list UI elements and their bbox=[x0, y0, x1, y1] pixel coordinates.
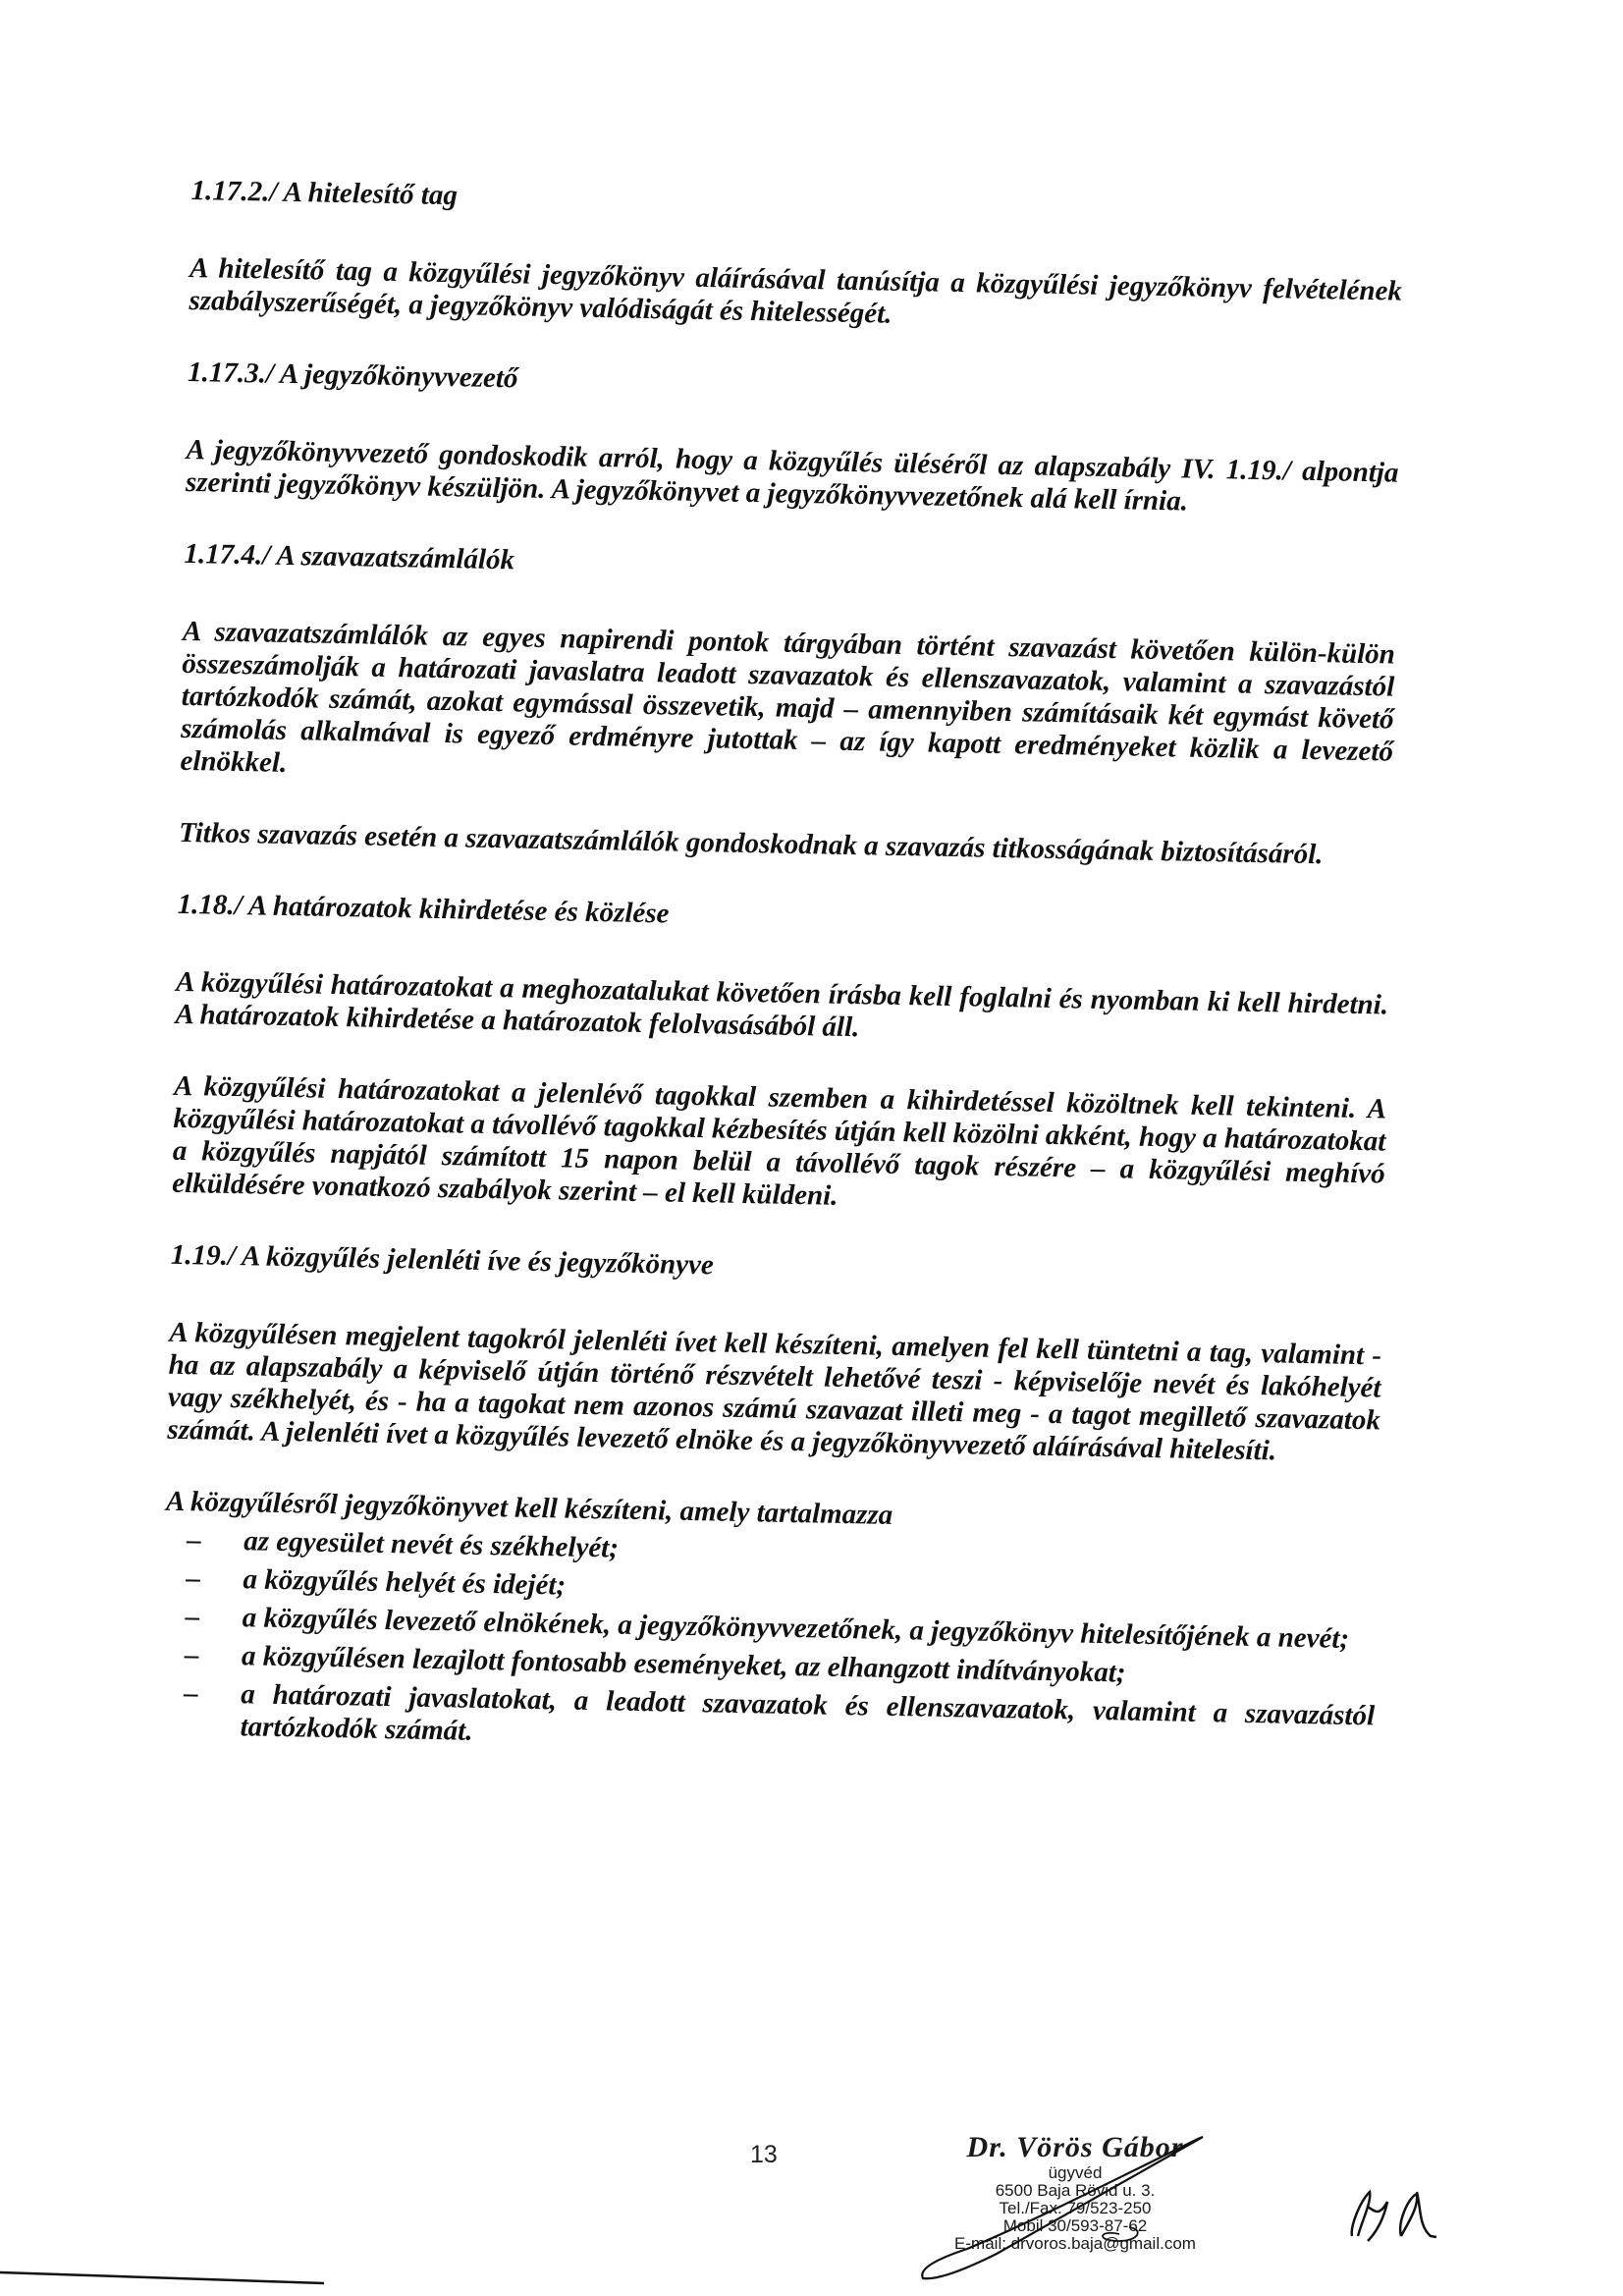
list-dash: – bbox=[186, 1562, 201, 1595]
list-dash: – bbox=[187, 1524, 202, 1557]
paragraph: A szavazatszámlálók az egyes napirendi pontok tárgyában történt szavazást követően külön-külön összeszámolják a határozati javaslatra leadott szavazatok és ellenszavazatok, valamint a szavazástól tartózkodók számát, azokat egymással összevetik, majd – amennyiben számításaik két egymást követő számolás alkalmával is egyező erdményre jutottak – az így kapott eredményeket közlik a levezető elnökkel. bbox=[180, 615, 1396, 779]
section-heading: 1.18./ A határozatok kihirdetése és közlése bbox=[177, 888, 670, 930]
signature-stroke-icon bbox=[908, 2131, 1242, 2288]
section-jegyzokonyvvezeto bbox=[186, 356, 1401, 522]
list-dash: – bbox=[184, 1677, 199, 1710]
paragraph: A közgyűlésről jegyzőkönyvet kell készíteni, amely tartalmazza bbox=[165, 1485, 893, 1531]
stamp-address: 6500 Baja Rövid u. 3. bbox=[995, 2181, 1156, 2200]
section-szavazatszamlalok bbox=[179, 538, 1397, 873]
page-number: 13 bbox=[750, 2141, 778, 2168]
footer-rule bbox=[0, 2270, 334, 2290]
paragraph: A közgyűlésen megjelent tagokról jelenléti ívet kell készíteni, amelyen fel kell tüntetni a tag, valamint - ha az alapszabály a képviselő útján történő részvételt lehetővé teszi - képviselője nevét és lakóhelyét vagy székhelyét, és - ha a tagokat nem azonos számú szavazat illeti meg - a tagot megillető szavazatok számát. A jelenléti ívet a közgyűlés levezető elnöke és a jegyzőkönyvvezető aláírásával hitelesíti. bbox=[167, 1316, 1382, 1467]
minutes-contents-list bbox=[161, 1524, 1378, 1766]
section-jelenleti-iv-es-jegyzokonyv bbox=[161, 1239, 1383, 1766]
paragraph: Titkos szavazás esetén a szavazatszámlálók gondoskodnak a szavazás titkosságának biztosításáról. bbox=[178, 816, 1324, 871]
list-item-text: a közgyűlés helyét és idejét; bbox=[243, 1563, 567, 1602]
list-item-text: a közgyűlés levezető elnökének, a jegyzőkönyvvezetőnek, a jegyzőkönyv hitelesítőjének a nevét; bbox=[242, 1602, 1350, 1655]
list-dash: – bbox=[185, 1601, 200, 1633]
list-item-text: az egyesület nevét és székhelyét; bbox=[243, 1525, 620, 1564]
paragraph: A közgyűlési határozatokat a jelenlévő tagokkal szemben a kihirdetéssel közöltnek kell tekinteni. A közgyűlési határozatokat a távollévő tagokkal kézbesítés útján kell közölni akként, hogy a határozatokat a közgyűlés napjától számított 15 napon belül a távollévő tagok részére – a közgyűlési meghívó elküldésére vonatkozó szabályok szerint – el kell küldeni. bbox=[171, 1069, 1387, 1212]
list-item-text: a határozati javaslatokat, a leadott szavazatok és ellenszavazatok, valamint a szavazástól tartózkodók számát. bbox=[240, 1678, 1376, 1747]
section-hatarozatok-kihirdetese bbox=[172, 889, 1390, 1224]
paragraph: A jegyzőkönyvvezető gondoskodik arról, hogy a közgyűlés üléséről az alapszabály IV. 1.19./ alpontja szerinti jegyzőkönyv készüljön. A jegyzőkönyvet a jegyzőkönyvvezetőnek alá kell írnia. bbox=[185, 433, 1399, 518]
handwritten-initials-icon bbox=[1340, 2182, 1448, 2251]
section-heading: 1.17.3./ A jegyzőkönyvvezető bbox=[187, 355, 518, 395]
lawyer-stamp bbox=[908, 2131, 1242, 2288]
section-heading: 1.17.4./ A szavazatszámlálók bbox=[184, 537, 515, 576]
stamp-name: Dr. Vörös Gábor bbox=[966, 2131, 1184, 2163]
paragraph: A hitelesítő tag a közgyűlési jegyzőkönyv aláírásával tanúsítja a közgyűlési jegyzőkönyv felvételének szabályszerűségét, a jegyzőkönyv valódiságát és hitelességét. bbox=[189, 251, 1403, 330]
section-heading: 1.19./ A közgyűlés jelenléti íve és jegyzőkönyve bbox=[170, 1238, 715, 1282]
paragraph: A közgyűlési határozatokat a meghozatalukat követően írásba kell foglalni és nyomban ki kell hirdetni. A határozatok kihirdetése a határozatok felolvasásából áll. bbox=[175, 965, 1389, 1044]
list-item-text: a közgyűlésen lezajlott fontosabb eseményeket, az elhangzott indítványokat; bbox=[241, 1640, 1126, 1689]
document-body bbox=[161, 175, 1404, 1771]
stamp-title: ügyvéd bbox=[1048, 2163, 1103, 2182]
stamp-phone: Tel./Fax. 79/523-250 bbox=[999, 2199, 1152, 2217]
stamp-email: E-mail: drvoros.baja@gmail.com bbox=[954, 2234, 1196, 2253]
section-hitelesito-tag bbox=[189, 175, 1404, 341]
section-heading: 1.17.2./ A hitelesítő tag bbox=[190, 175, 459, 212]
stamp-mobile: Mobil 30/593-87-62 bbox=[1002, 2216, 1148, 2235]
list-dash: – bbox=[184, 1639, 199, 1671]
